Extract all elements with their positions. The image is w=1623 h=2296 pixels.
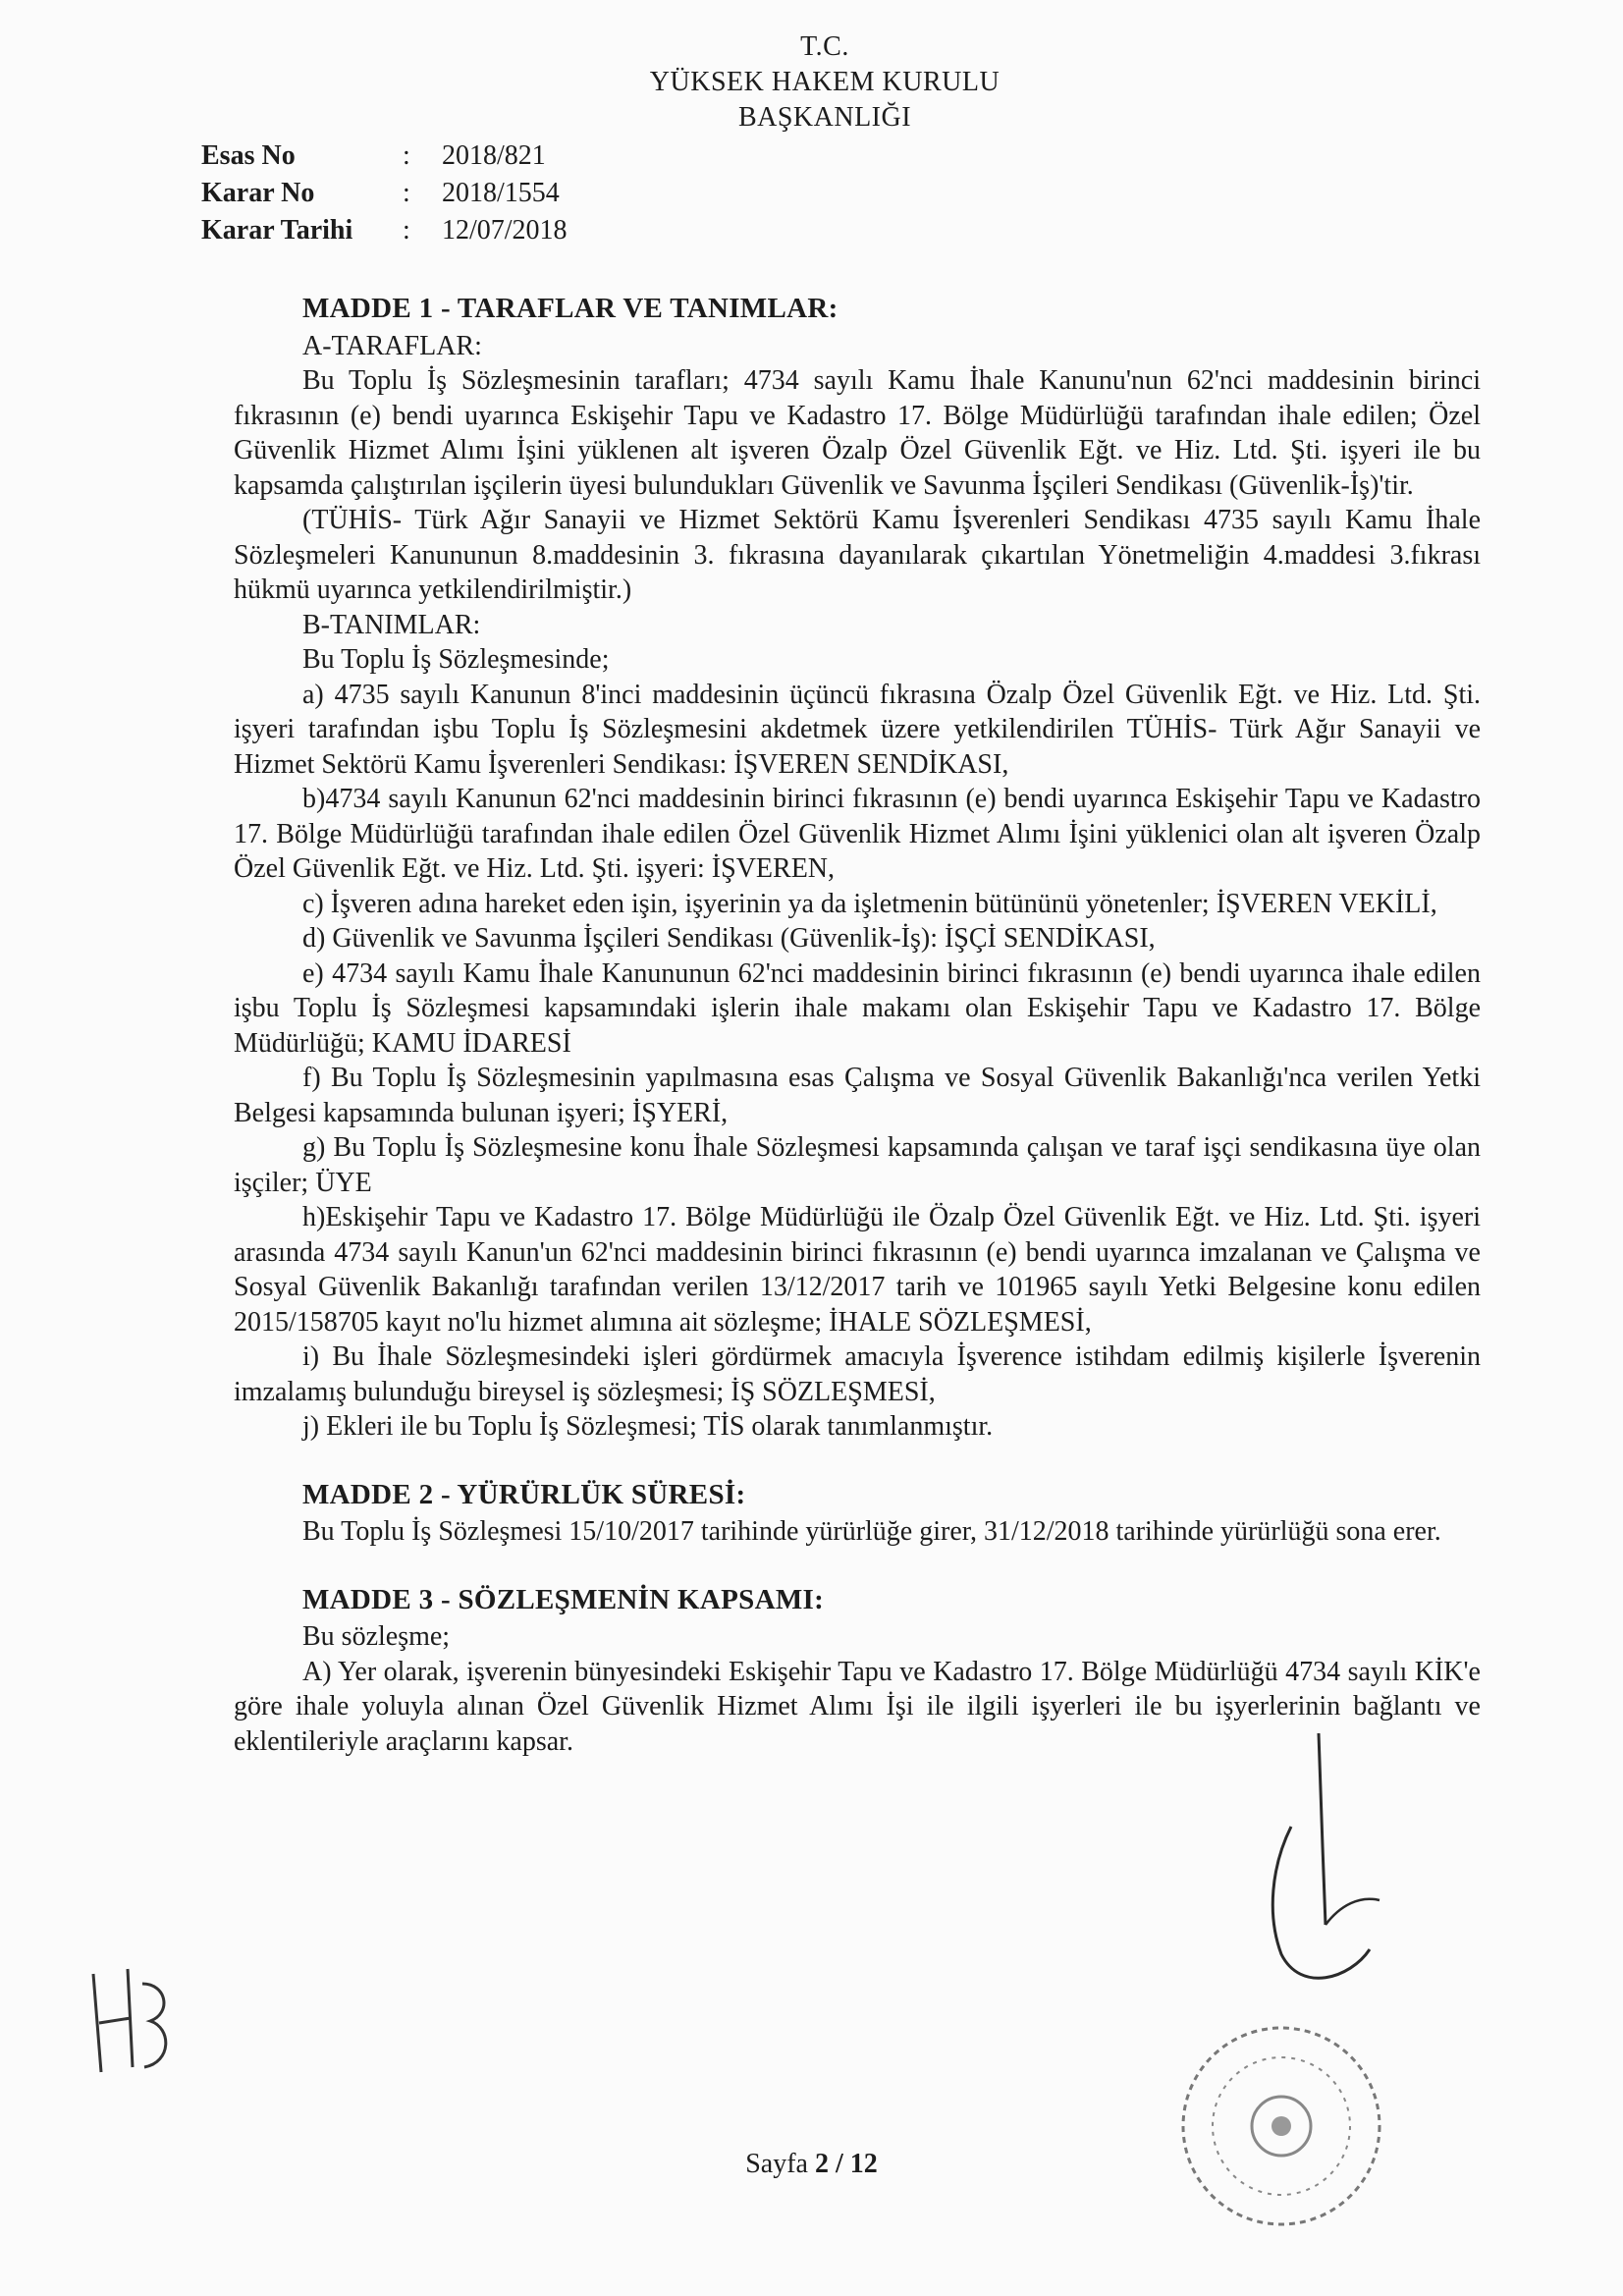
paragraph: Bu Toplu İş Sözleşmesi 15/10/2017 tarihinde yürürlüğe girer, 31/12/2018 tarihinde yürürlüğü sona erer. bbox=[302, 1516, 1441, 1547]
definition-item: f) Bu Toplu İş Sözleşmesinin yapılmasına esas Çalışma ve Sosyal Güvenlik Bakanlığı'nca verilen Yetki Belgesi kapsamında bulunan işyeri; İŞYERİ, bbox=[234, 1063, 1481, 1128]
page-total: 12 bbox=[849, 2149, 878, 2179]
header-tc: T.C. bbox=[800, 31, 849, 62]
definition-item: e) 4734 sayılı Kamu İhale Kanununun 62'nci maddesinin birinci fıkrasının (e) bendi uyarınca ihale edilen işbu Toplu İş Sözleşmesi kapsamındaki işlerin ihale makamı olan Eskişehir Tapu ve Kadastro 17. Bölge Müdürlüğü; KAMU İDARESİ bbox=[234, 957, 1481, 1059]
meta-key: Esas No bbox=[201, 140, 296, 171]
definition-item: h)Eskişehir Tapu ve Kadastro 17. Bölge Müdürlüğü ile Özalp Özel Güvenlik Eğt. ve Hiz. Ltd. Şti. işyeri arasında 4734 sayılı Kanun'un 62'nci maddesinin birinci fıkrasının (e) bendi uyarınca imzalanan ve Çalışma ve Sosyal Güvenlik Bakanlığı tarafından verilen 13/12/2017 tarih ve 101965 sayılı Yetki Belgesine konu edilen 2015/158705 kayıt no'lu hizmet alımına ait sözleşme; İHALE SÖZLEŞMESİ, bbox=[234, 1202, 1481, 1338]
paragraph: Bu Toplu İş Sözleşmesinin tarafları; 4734 sayılı Kamu İhale Kanunu'nun 62'nci maddesinin birinci fıkrasının (e) bendi uyarınca Eskişehir Tapu ve Kadastro 17. Bölge Müdürlüğü tarafından ihale edilen; Özel Güvenlik Hizmet Alımı İşini yüklenen alt işveren Özalp Özel Güvenlik Eğt. ve Hiz. Ltd. Şti. işyeri ile bu kapsamda çalıştırılan işçilerin üyesi bulundukları Güvenlik ve Savunma İşçileri Sendikası (Güvenlik-İş)'tir. bbox=[234, 365, 1481, 501]
meta-key: Karar No bbox=[201, 178, 315, 208]
definition-item: g) Bu Toplu İş Sözleşmesine konu İhale Sözleşmesi kapsamında çalışan ve taraf işçi sendikasına üye olan işçiler; ÜYE bbox=[234, 1132, 1481, 1198]
header-institution: YÜKSEK HAKEM KURULU bbox=[649, 67, 1001, 97]
tanimlar-title: B-TANIMLAR: bbox=[302, 609, 481, 640]
document-header bbox=[589, 29, 1060, 136]
meta-row-tarih bbox=[201, 212, 568, 249]
document-body bbox=[234, 290, 1481, 1759]
definition-item: c) İşveren adına hareket eden işin, işyerinin ya da işletmenin bütününü yönetenler; İŞVEREN VEKİLİ, bbox=[302, 888, 1437, 919]
stamp-seal bbox=[1168, 2013, 1394, 2239]
meta-colon: : bbox=[403, 215, 410, 246]
madde1-heading: MADDE 1 - TARAFLAR VE TANIMLAR: bbox=[302, 293, 839, 324]
paragraph: A) Yer olarak, işverenin bünyesindeki Eskişehir Tapu ve Kadastro 17. Bölge Müdürlüğü 4734 sayılı KİK'e göre ihale yoluyla alınan Özel Güvenlik Hizmet Alımı İşi ile ilgili işyerleri ile bu işyerlerinin bağlantı ve eklentileriyle araçlarını kapsar. bbox=[234, 1656, 1481, 1757]
meta-value: 2018/821 bbox=[442, 140, 546, 171]
meta-row-esas bbox=[201, 137, 568, 175]
madde3-heading: MADDE 3 - SÖZLEŞMENİN KAPSAMI: bbox=[302, 1583, 825, 1615]
meta-row-karar bbox=[201, 175, 568, 212]
meta-colon: : bbox=[403, 178, 410, 208]
page-number bbox=[0, 2149, 1623, 2180]
definition-item: j) Ekleri ile bu Toplu İş Sözleşmesi; TİS olarak tanımlanmıştır. bbox=[302, 1411, 994, 1442]
taraflar-title: A-TARAFLAR: bbox=[302, 330, 482, 361]
definition-item: d) Güvenlik ve Savunma İşçileri Sendikası (Güvenlik-İş): İŞÇİ SENDİKASI, bbox=[302, 923, 1156, 954]
meta-key: Karar Tarihi bbox=[201, 215, 353, 246]
definition-item: b)4734 sayılı Kanunun 62'nci maddesinin birinci fıkrasının (e) bendi uyarınca Eskişehir Tapu ve Kadastro 17. Bölge Müdürlüğü tarafından ihale edilen Özel Güvenlik Hizmet Alımı İşini yüklenici olan alt işveren Özalp Özel Güvenlik Eğt. ve Hiz. Ltd. Şti. işyeri: İŞVEREN, bbox=[234, 784, 1481, 884]
definition-item: a) 4735 sayılı Kanunun 8'inci maddesinin üçüncü fıkrasına Özalp Özel Güvenlik Eğt. ve Hiz. Ltd. Şti. işyeri tarafından işbu Toplu İş Sözleşmesini akdetmek üzere yetkilendirilen TÜHİS- Türk Ağır Sanayii ve Hizmet Sektörü Kamu İşverenleri Sendikası: İŞVEREN SENDİKASI, bbox=[234, 679, 1481, 780]
header-presidency: BAŞKANLIĞI bbox=[737, 102, 912, 133]
definition-item: i) Bu İhale Sözleşmesindeki işleri gördürmek amacıyla İşverence istihdam edilmiş kişilerle İşverenin imzalamış bulunduğu bireysel iş sözleşmesi; İŞ SÖZLEŞMESİ, bbox=[234, 1341, 1481, 1407]
madde2-heading: MADDE 2 - YÜRÜRLÜK SÜRESİ: bbox=[302, 1478, 746, 1510]
page-separator: / bbox=[828, 2149, 850, 2179]
meta-value: 2018/1554 bbox=[442, 178, 560, 208]
paragraph: (TÜHİS- Türk Ağır Sanayii ve Hizmet Sektörü Kamu İşverenleri Sendikası 4735 sayılı Kamu İhale Sözleşmeleri Kanununun 8.maddesinin 3. fıkrasına dayanılarak çıkartılan Yönetmeliğin 4.maddesi 3.fıkrası hükmü uyarınca yetkilendirilmiştir.) bbox=[234, 505, 1481, 605]
tanimlar-intro: Bu Toplu İş Sözleşmesinde; bbox=[302, 644, 610, 675]
case-meta bbox=[201, 137, 568, 249]
meta-value: 12/07/2018 bbox=[442, 215, 568, 246]
meta-colon: : bbox=[403, 140, 410, 171]
initials-mark bbox=[74, 1964, 182, 2092]
page-current: 2 bbox=[814, 2149, 829, 2179]
signature-mark bbox=[1232, 1728, 1399, 2043]
madde3-intro: Bu sözleşme; bbox=[302, 1621, 451, 1652]
page-prefix: Sayfa bbox=[745, 2149, 815, 2179]
